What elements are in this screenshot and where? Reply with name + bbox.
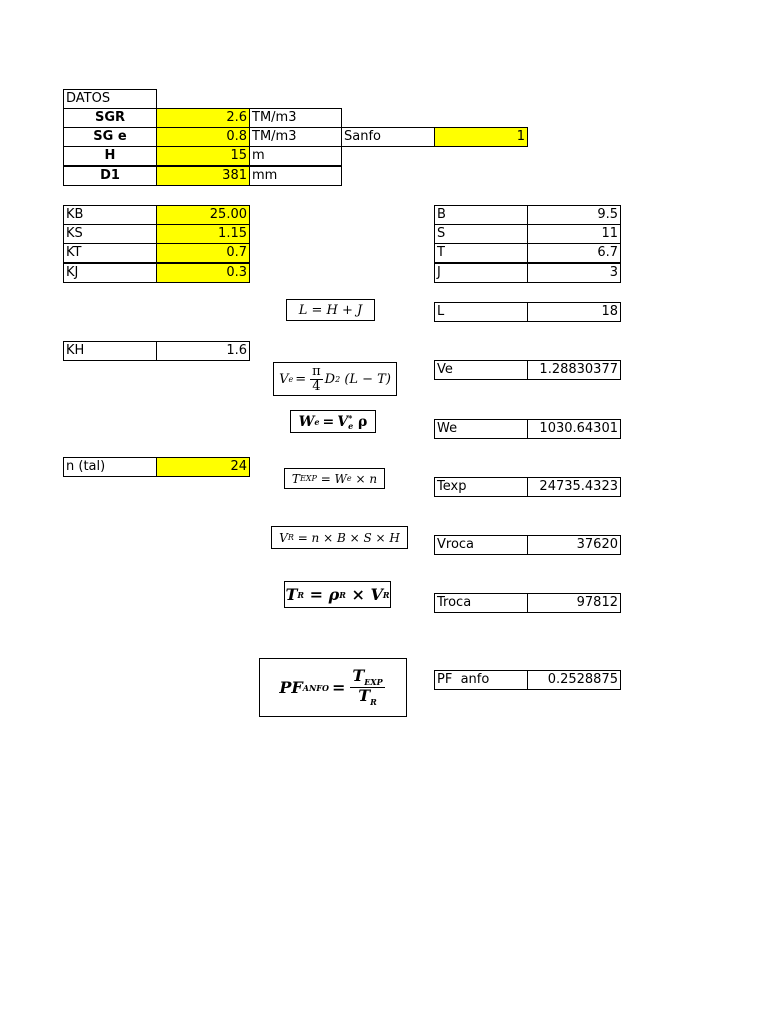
kt-label: KT (63, 243, 157, 263)
formula-we-rhs-scripts (348, 414, 353, 430)
formula-pf-den-sub: R (370, 697, 377, 708)
formula-we-eq: = (322, 413, 335, 430)
d1-label: D1 (63, 166, 157, 186)
ve-value[interactable]: 1.28830377 (527, 360, 621, 380)
formula-ve-lhs-sub: e (288, 374, 294, 384)
sge-label: SG e (63, 127, 157, 147)
formula-pf-lhs: PF (279, 678, 303, 697)
formula-tr-tail-sub: R (382, 589, 390, 600)
formula-vr-lhs-sub: R (287, 533, 294, 542)
h-input[interactable]: 15 (156, 146, 250, 166)
sgr-input[interactable]: 2.6 (156, 108, 250, 128)
formula-pf-num-main: T (352, 666, 365, 686)
sanfo-input[interactable]: 1 (434, 127, 528, 147)
sgr-label: SGR (63, 108, 157, 128)
formula-l-lhs: L (298, 302, 308, 318)
formula-we (290, 410, 376, 433)
kh-value[interactable]: 1.6 (156, 341, 250, 361)
troca-value[interactable]: 97812 (527, 593, 621, 613)
kb-input[interactable]: 25.00 (156, 205, 250, 225)
formula-pf-eq: = (331, 678, 346, 697)
kb-label: KB (63, 205, 157, 225)
ks-input[interactable]: 1.15 (156, 224, 250, 244)
h-unit: m (249, 146, 342, 166)
formula-we-rhs-sup: * (348, 412, 353, 423)
kj-label: KJ (63, 263, 157, 283)
formula-texp-rhs: = W (320, 471, 347, 486)
ve-label: Ve (434, 360, 528, 380)
formula-pf-den (356, 688, 379, 707)
l-value[interactable]: 18 (527, 302, 621, 322)
s-value[interactable]: 11 (527, 224, 621, 244)
formula-ve-rhs-sup: 2 (335, 374, 341, 384)
vroca-label: Vroca (434, 535, 528, 555)
formula-tr-lhs: T (285, 585, 298, 604)
formula-we-rhs-sub: e (348, 420, 354, 431)
formula-pf-fraction (350, 668, 384, 706)
formula-texp-rhs-sub: e (346, 474, 352, 483)
d1-unit: mm (249, 166, 342, 186)
formula-pf-num-sub: EXP (364, 677, 383, 688)
datos-header-blank (157, 89, 249, 109)
b-label: B (434, 205, 528, 225)
kt-input[interactable]: 0.7 (156, 243, 250, 263)
we-label: We (434, 419, 528, 439)
troca-label: Troca (434, 593, 528, 613)
b-value[interactable]: 9.5 (527, 205, 621, 225)
t-value[interactable]: 6.7 (527, 243, 621, 263)
formula-texp-lhs-sub: EXP (299, 474, 317, 483)
formula-tr-tail: × V (351, 585, 383, 604)
vroca-value[interactable]: 37620 (527, 535, 621, 555)
formula-ve-rhs: D (324, 371, 336, 387)
formula-vr (271, 526, 408, 549)
s-label: S (434, 224, 528, 244)
n-tal-input[interactable]: 24 (156, 457, 250, 477)
formula-tr-lhs-sub: R (297, 589, 305, 600)
sanfo-label: Sanfo (341, 127, 435, 147)
formula-we-rhs: V (337, 413, 349, 430)
formula-tr-rhs: = ρ (309, 585, 340, 604)
ks-label: KS (63, 224, 157, 244)
formula-texp-tail: × n (355, 471, 378, 486)
h-label: H (63, 146, 157, 166)
texp-value[interactable]: 24735.4323 (527, 477, 621, 497)
sge-input[interactable]: 0.8 (156, 127, 250, 147)
formula-pf-lhs-sub: ANFO (302, 682, 329, 693)
formula-ve-den: 4 (312, 378, 321, 394)
formula-tr-rhs-sub: R (339, 589, 346, 600)
t-label: T (434, 243, 528, 263)
formula-ve-lhs: V (279, 371, 289, 387)
formula-tr (284, 581, 391, 608)
formula-texp-lhs: T (291, 471, 300, 486)
formula-ve-num: π (312, 363, 321, 379)
formula-we-lhs-sub: e (314, 416, 320, 427)
formula-ve (273, 362, 397, 396)
formula-vr-rhs: = n × B × S × H (297, 530, 400, 545)
kh-label: KH (63, 341, 157, 361)
n-tal-label: n (tal) (63, 457, 157, 477)
formula-l-rhs: = H + J (311, 302, 363, 318)
formula-ve-eq: = (295, 371, 307, 387)
pf-anfo-value[interactable]: 0.2528875 (527, 670, 621, 690)
formula-l (286, 299, 375, 321)
l-label: L (434, 302, 528, 322)
we-value[interactable]: 1030.64301 (527, 419, 621, 439)
formula-vr-lhs: V (279, 530, 288, 545)
texp-label: Texp (434, 477, 528, 497)
formula-pf-den-main: T (358, 686, 371, 705)
formula-ve-fraction (310, 365, 323, 393)
formula-ve-tail: (L − T) (344, 371, 391, 387)
sge-unit: TM/m3 (249, 127, 342, 147)
formula-texp (284, 468, 385, 489)
kj-input[interactable]: 0.3 (156, 263, 250, 283)
pf-anfo-label-text: PF anfo (437, 672, 490, 687)
formula-pf-anfo (259, 658, 407, 717)
j-label: J (434, 263, 528, 283)
pf-anfo-label (434, 670, 528, 690)
j-value[interactable]: 3 (527, 263, 621, 283)
formula-we-lhs: W (298, 413, 315, 430)
sgr-unit: TM/m3 (249, 108, 342, 128)
formula-we-rho: ρ (358, 413, 368, 430)
d1-input[interactable]: 381 (156, 166, 250, 186)
datos-header: DATOS (63, 89, 157, 109)
